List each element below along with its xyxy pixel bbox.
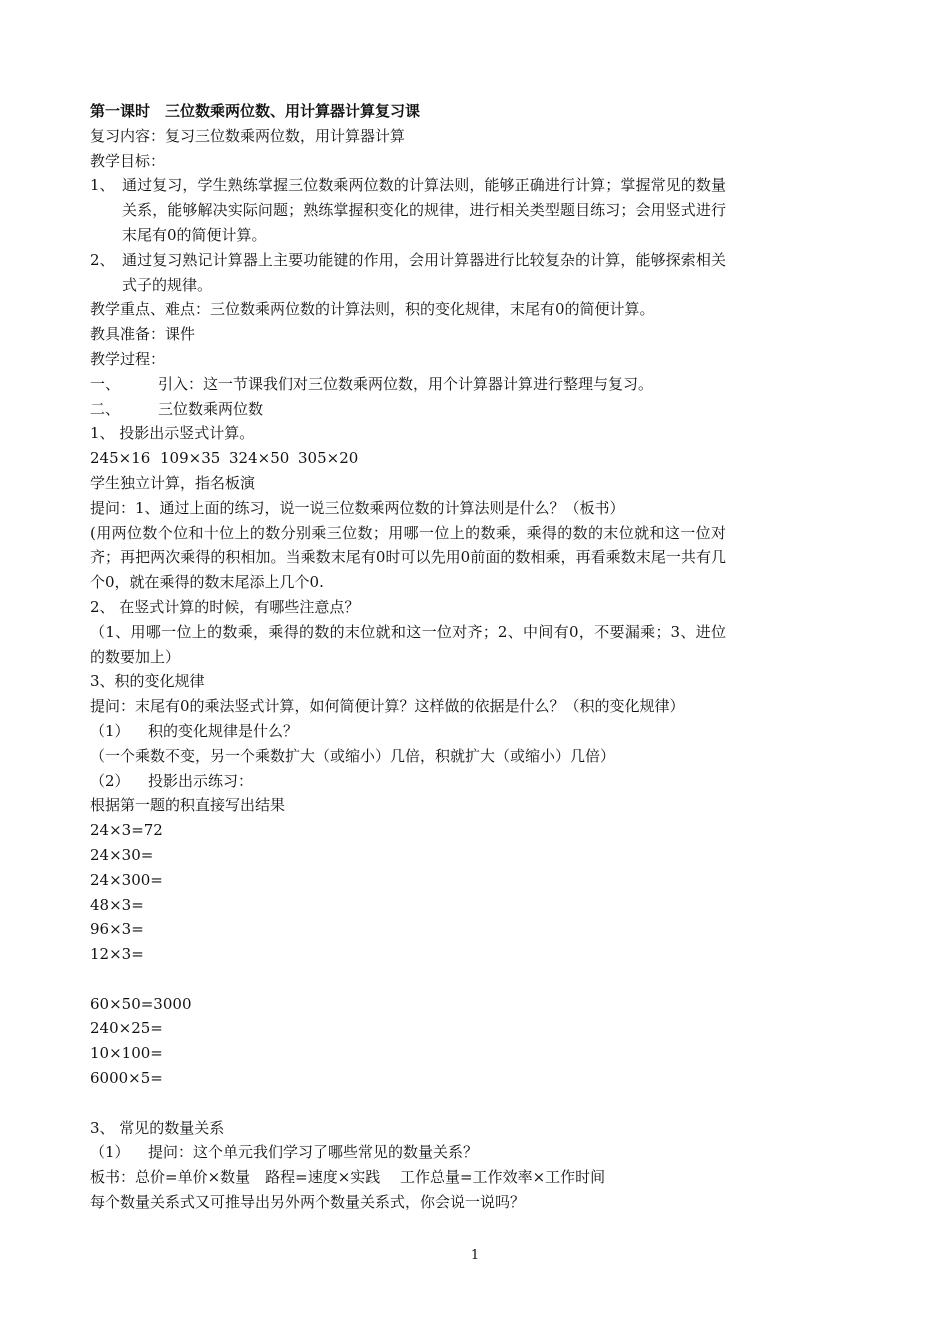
goal-number: 1、 [90, 176, 115, 195]
spacer [90, 967, 726, 992]
equation: 60×50=3000 [90, 994, 192, 1013]
product-rule-item: 3、积的变化规律 [90, 672, 205, 691]
sub-number: （1） [90, 721, 130, 740]
section-intro [90, 372, 726, 397]
equation: 12×3= [90, 945, 144, 964]
process-heading: 教学过程： [90, 349, 166, 368]
goal-text: 通过复习，学生熟练掌握三位数乘两位数的计算法则，能够正确进行计算；掌握常见的数量关系，能够解决实际问题；熟练掌握积变化的规律，进行相关类型题目练习；会用竖式进行末尾有0的简便计算。 [122, 176, 726, 244]
answer: （1、用哪一位上的数乘，乘得的数的末位就和这一位对齐；2、中间有0，不要漏乘；3、进位的数要加上） [90, 622, 726, 666]
section-text: 三位数乘两位数 [158, 399, 264, 418]
equation: 240×25= [90, 1019, 163, 1038]
exercise-row [90, 446, 726, 471]
direct-write-instruction: 根据第一题的积直接写出结果 [90, 796, 286, 815]
exercise: 305×20 [298, 449, 359, 468]
quantity-relations-heading: 3、 常见的数量关系 [90, 1118, 225, 1137]
question: 提问：末尾有0的乘法竖式计算，如何简便计算？这样做的依据是什么？（积的变化规律） [90, 697, 685, 716]
sub-item [90, 1140, 726, 1165]
equation: 24×3=72 [90, 821, 163, 840]
section-number: 二、 [90, 399, 121, 418]
equation: 10×100= [90, 1044, 163, 1063]
goals-heading: 教学目标： [90, 151, 166, 170]
sub-text: 积的变化规律是什么？ [148, 721, 299, 740]
attention-item: 2、 在竖式计算的时候，有哪些注意点？ [90, 597, 360, 616]
answer: （一个乘数不变，另一个乘数扩大（或缩小）几倍，积就扩大（或缩小）几倍） [90, 746, 616, 765]
vertical-calc-item: 1、 投影出示竖式计算。 [90, 424, 255, 443]
page-number: 1 [470, 1248, 480, 1263]
tools: 教具准备：课件 [90, 325, 196, 344]
goal-text: 通过复习熟记计算器上主要功能键的作用，会用计算器进行比较复杂的计算，能够探索相关式子的规律。 [122, 250, 726, 294]
sub-number: （2） [90, 771, 130, 790]
equation: 6000×5= [90, 1069, 163, 1088]
lesson-title: 第一课时 三位数乘两位数、用计算器计算复习课 [90, 102, 421, 120]
section-number: 一、 [90, 374, 121, 393]
section-text: 引入：这一节课我们对三位数乘两位数，用个计算器计算进行整理与复习。 [158, 374, 654, 393]
board-note: 板书：总价=单价×数量 路程=速度×实践 工作总量=工作效率×工作时间 [90, 1168, 606, 1187]
sub-text: 投影出示练习： [148, 771, 254, 790]
answer: (用两位数个位和十位上的数分别乘三位数；用哪一位上的数乘，乘得的数的末位就和这一位对齐；再把两次乘得的积相加。当乘数末尾有0时可以先用0前面的数相乘，再看乘数末尾一共有几个0，就在乘得的数末尾添上几个0. [90, 523, 726, 592]
spacer [90, 1091, 726, 1116]
sub-text: 提问：这个单元我们学习了哪些常见的数量关系？ [148, 1143, 479, 1162]
students-note: 学生独立计算，指名板演 [90, 473, 256, 492]
document-body [90, 99, 726, 1215]
equation: 24×30= [90, 845, 154, 864]
review-content: 复习内容：复习三位数乘两位数，用计算器计算 [90, 126, 406, 145]
section-multiplication [90, 397, 726, 422]
equation: 24×300= [90, 870, 163, 889]
exercise: 109×35 [160, 449, 221, 468]
sub-item [90, 769, 726, 794]
equation: 48×3= [90, 895, 144, 914]
goal-item [90, 173, 726, 247]
key-points: 教学重点、难点：三位数乘两位数的计算法则，积的变化规律，末尾有0的简便计算。 [90, 300, 655, 319]
exercise: 245×16 [90, 449, 151, 468]
sub-number: （1） [90, 1143, 130, 1162]
question: 提问：1、通过上面的练习，说一说三位数乘两位数的计算法则是什么？（板书） [90, 498, 625, 517]
goal-number: 2、 [90, 250, 115, 269]
goal-item [90, 248, 726, 298]
derive-question: 每个数量关系式又可推导出另外两个数量关系式，你会说一说吗？ [90, 1193, 526, 1212]
equation: 96×3= [90, 920, 144, 939]
sub-item [90, 719, 726, 744]
exercise: 324×50 [229, 449, 290, 468]
